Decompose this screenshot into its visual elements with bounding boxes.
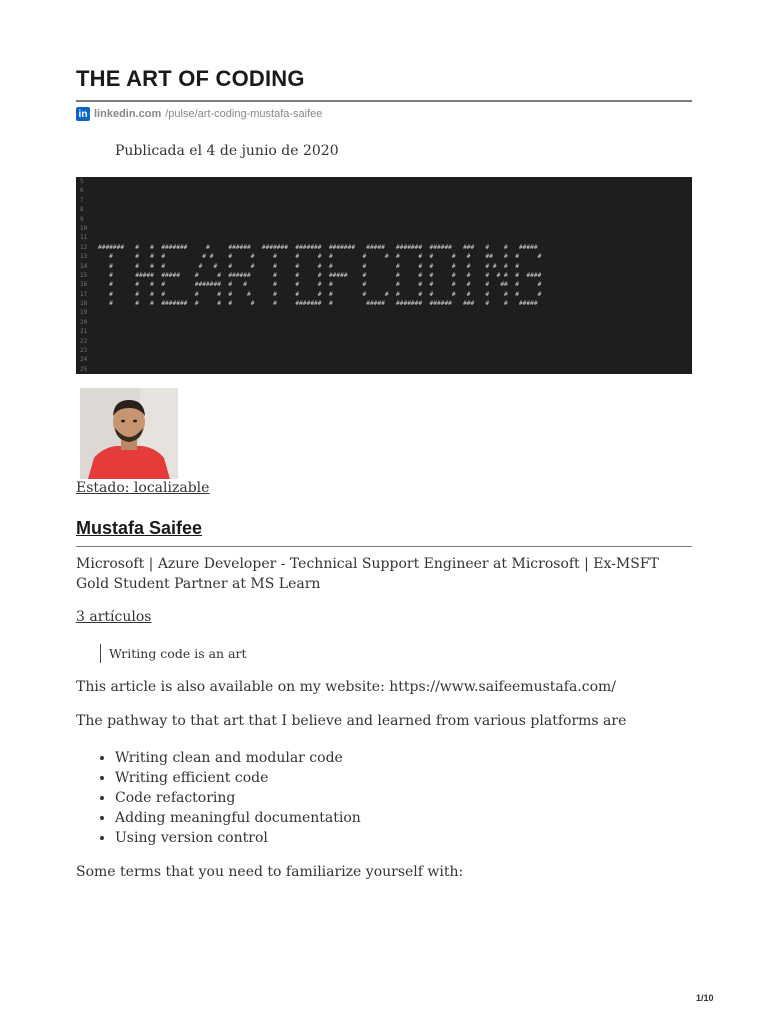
source-host[interactable]: linkedin.com bbox=[94, 108, 162, 120]
line-number: 20 bbox=[80, 318, 88, 326]
author-bio: Microsoft | Azure Developer - Technical Support Engineer at Microsoft | Ex-MSFT Gold Student Partner at MS Learn bbox=[76, 556, 659, 592]
document-title: THE ART OF CODING bbox=[76, 66, 305, 91]
line-number: 23 bbox=[80, 347, 88, 355]
list-item: • Adding meaningful documentation bbox=[115, 808, 361, 828]
paragraph-pathway: The pathway to that art that I believe and learned from various platforms are bbox=[76, 713, 627, 729]
line-number: 11 bbox=[80, 234, 88, 242]
line-number: 7 bbox=[80, 196, 84, 204]
code-line bbox=[98, 355, 541, 364]
line-number: 22 bbox=[80, 337, 88, 345]
code-line bbox=[98, 196, 541, 205]
author-photo bbox=[80, 388, 178, 479]
code-line: # ##### ##### # # ###### # # # ##### # # # # # # # # # # #### bbox=[98, 271, 542, 279]
list-item: • Using version control bbox=[115, 828, 361, 848]
ascii-art-block bbox=[98, 177, 541, 374]
line-number: 18 bbox=[80, 300, 88, 308]
code-line: # # # # # # # # # # # # # # # # # # # ## # # # bbox=[98, 253, 542, 261]
line-number: 24 bbox=[80, 356, 88, 364]
list-item: • Writing efficient code bbox=[115, 768, 361, 788]
author-name-link[interactable]: Mustafa Saifee bbox=[76, 518, 203, 538]
code-line bbox=[98, 337, 541, 346]
line-number: 9 bbox=[80, 215, 84, 223]
paragraph-terms: Some terms that you need to familiarize yourself with: bbox=[76, 864, 464, 880]
code-line: ####### # # ####### # ###### ####### ####### ####### ##### ####### ###### ### # # ##### bbox=[98, 243, 538, 251]
code-line bbox=[98, 318, 541, 327]
code-line bbox=[98, 233, 541, 242]
line-number: 21 bbox=[80, 328, 88, 336]
status-link[interactable]: Estado: localizable bbox=[76, 480, 210, 496]
pathway-list bbox=[76, 748, 361, 848]
code-line: # # # # ####### # # # # # # # # # # # # # ## # # bbox=[98, 281, 542, 289]
code-line bbox=[98, 346, 541, 355]
source-link[interactable] bbox=[76, 106, 322, 122]
title-divider bbox=[76, 100, 692, 102]
line-number: 25 bbox=[80, 365, 88, 373]
code-line bbox=[98, 215, 541, 224]
code-screenshot bbox=[76, 177, 692, 374]
blockquote: Writing code is an art bbox=[100, 644, 247, 663]
line-number: 19 bbox=[80, 309, 88, 317]
line-number: 14 bbox=[80, 262, 88, 270]
code-line bbox=[98, 308, 541, 317]
line-number: 16 bbox=[80, 281, 88, 289]
list-item: • Writing clean and modular code bbox=[115, 748, 361, 768]
code-line bbox=[98, 327, 541, 336]
line-number: 17 bbox=[80, 290, 88, 298]
line-number: 6 bbox=[80, 187, 84, 195]
code-line bbox=[98, 224, 541, 233]
linkedin-icon: in bbox=[76, 107, 90, 121]
code-line bbox=[98, 186, 541, 195]
page-number: 1/10 bbox=[696, 993, 714, 1003]
list-item: • Code refactoring bbox=[115, 788, 361, 808]
line-number: 10 bbox=[80, 224, 88, 232]
published-date: Publicada el 4 de junio de 2020 bbox=[115, 143, 339, 159]
code-line bbox=[98, 205, 541, 214]
line-number-gutter bbox=[80, 177, 94, 374]
code-line: # # # # # # # # # # # # # # # # # # # # # # # bbox=[98, 290, 542, 298]
author-avatar bbox=[80, 388, 178, 479]
line-number: 15 bbox=[80, 271, 88, 279]
code-line: # # # ####### # # # # # ####### # ##### ####### ###### ### # # ##### bbox=[98, 300, 538, 308]
source-path[interactable]: /pulse/art-coding-mustafa-saifee bbox=[165, 108, 323, 120]
paragraph-website: This article is also available on my website: https://www.saifeemustafa.com/ bbox=[76, 679, 616, 695]
line-number: 13 bbox=[80, 253, 88, 261]
line-number: 8 bbox=[80, 206, 84, 214]
line-number: 5 bbox=[80, 178, 84, 185]
articles-count-link[interactable]: 3 artículos bbox=[76, 609, 152, 625]
line-number: 12 bbox=[80, 243, 88, 251]
code-line bbox=[98, 177, 541, 186]
code-line: # # # # # # # # # # # # # # # # # # # # # # bbox=[98, 262, 519, 270]
code-line bbox=[98, 365, 541, 374]
author-divider bbox=[76, 546, 692, 547]
